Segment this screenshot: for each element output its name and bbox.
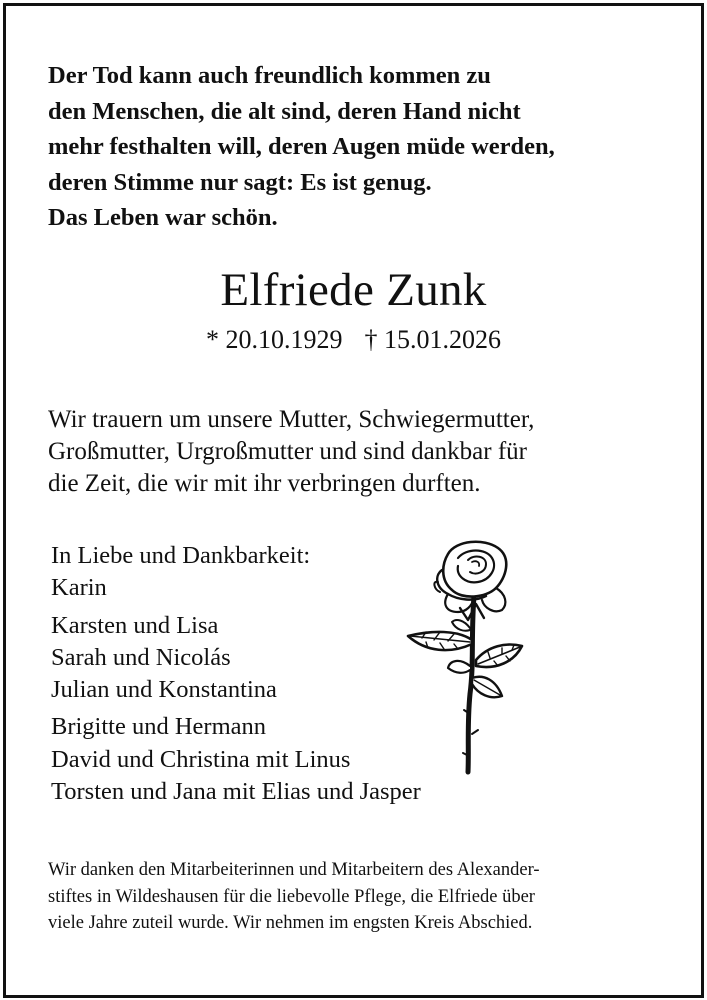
deceased-name: Elfriede Zunk [220, 264, 487, 316]
rose-icon [398, 534, 528, 779]
mourner-entry: Sarah und Nicolás [51, 643, 231, 671]
mourner-entry: Julian und Konstantina [51, 676, 277, 704]
mourner-entry: Karin [51, 574, 107, 602]
thanks-line: stiftes in Wildeshausen für die liebevolle Pflege, die Elfriede über [48, 886, 535, 907]
mourner-entry: David und Christina mit Linus [51, 745, 351, 773]
thanks-text [48, 857, 688, 937]
mourner-entry: Karsten und Lisa [51, 611, 219, 639]
life-dates [6, 324, 701, 356]
opening-quote [48, 58, 668, 236]
quote-line: den Menschen, die alt sind, deren Hand nicht [48, 97, 521, 125]
mourner-entry: Brigitte und Hermann [51, 713, 267, 741]
quote-line: Das Leben war schön. [48, 204, 278, 231]
tribute-line: Wir trauern um unsere Mutter, Schwiegermutter, [48, 406, 535, 433]
quote-line: Der Tod kann auch freundlich kommen zu [48, 62, 491, 89]
thanks-line: Wir danken den Mitarbeiterinnen und Mitarbeitern des Alexander- [48, 860, 540, 880]
obituary-notice [3, 3, 704, 998]
birth-date: * 20.10.1929 [206, 325, 343, 354]
quote-line: deren Stimme nur sagt: Es ist genug. [48, 168, 432, 196]
thanks-line: viele Jahre zuteil wurde. Wir nehmen im engsten Kreis Abschied. [48, 913, 533, 933]
mourner-entry: Torsten und Jana mit Elias und Jasper [51, 778, 421, 806]
tribute-text [48, 404, 668, 500]
tribute-line: die Zeit, die wir mit ihr verbringen durften. [48, 470, 481, 497]
mourners-intro: In Liebe und Dankbarkeit: [51, 542, 311, 569]
death-date: † 15.01.2026 [364, 325, 501, 354]
quote-line: mehr festhalten will, deren Augen müde werden, [48, 133, 555, 160]
tribute-line: Großmutter, Urgroßmutter und sind dankbar für [48, 438, 527, 465]
